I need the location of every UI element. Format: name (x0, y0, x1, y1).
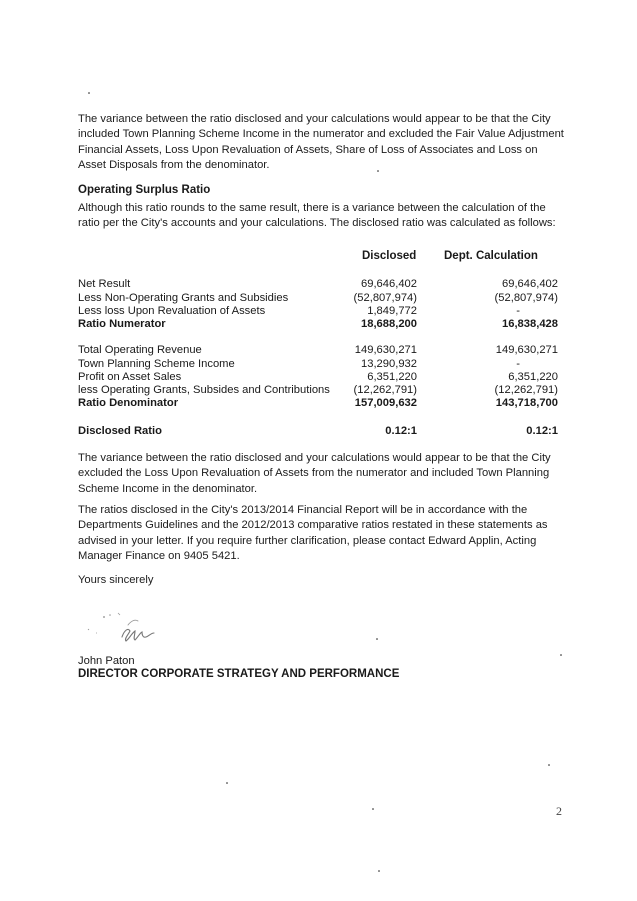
row-label: Ratio Numerator (78, 318, 166, 330)
scan-speck (372, 808, 374, 810)
dept-value: (12,262,791) (494, 384, 558, 396)
dept-value: 16,838,428 (502, 318, 558, 330)
row-label: Less loss Upon Revaluation of Assets (78, 305, 266, 317)
table-row-ratio-numerator (78, 317, 558, 331)
disclosed-value: (12,262,791) (353, 384, 417, 396)
disclosed-value: 149,630,271 (354, 344, 417, 356)
column-header-disclosed: Disclosed (362, 250, 417, 262)
row-label: Total Operating Revenue (78, 344, 202, 356)
scan-speck (378, 870, 380, 872)
dept-value: - (516, 305, 520, 317)
disclosed-value: 13,290,932 (361, 358, 417, 370)
signatory-name: John Paton (78, 655, 135, 667)
dept-value: - (516, 358, 520, 370)
scan-speck (226, 782, 228, 784)
dept-value: 143,718,700 (495, 397, 558, 409)
signature-image (74, 603, 194, 653)
row-label: Profit on Asset Sales (78, 371, 182, 383)
scan-speck (548, 764, 550, 766)
section-heading: Operating Surplus Ratio (78, 184, 211, 196)
disclosed-value: 157,009,632 (354, 397, 417, 409)
row-label: Disclosed Ratio (78, 425, 162, 437)
disclosed-value: 69,646,402 (361, 278, 417, 290)
disclosed-value: 1,849,772 (367, 305, 417, 317)
table-row (78, 343, 558, 357)
dept-value: 6,351,220 (508, 371, 558, 383)
disclosed-value: (52,807,974) (353, 292, 417, 304)
scan-speck (376, 638, 378, 640)
closing-salutation: Yours sincerely (78, 574, 154, 586)
scan-speck (88, 92, 90, 94)
table-row-ratio-denominator (78, 396, 558, 410)
table-row (78, 370, 558, 384)
table-row-disclosed-ratio (78, 424, 558, 438)
table-row (78, 291, 558, 305)
disclosed-value: 18,688,200 (361, 318, 417, 330)
paragraph-variance-2: The variance between the ratio disclosed and your calculations would appear to be that the City excluded the Loss Upon Revaluation of Assets from the numerator and included Town Planning Scheme Income in the denominator. (78, 452, 551, 495)
table-row (78, 357, 558, 371)
paragraph-operating-surplus: Although this ratio rounds to the same result, there is a variance between the calculation of the ratio per the City's accounts and your calculations. The disclosed ratio was calculated as follows: (78, 202, 556, 230)
row-label: Ratio Denominator (78, 397, 179, 409)
row-label: Net Result (78, 278, 131, 290)
dept-value: 69,646,402 (502, 278, 558, 290)
paragraph-financial-report: The ratios disclosed in the City's 2013/2014 Financial Report will be in accordance with the Departments Guidelines and the 2012/2013 comparative ratios restated in these statements as advised in your letter. If you require further clarification, please contact Edward Applin, Acting Manager Finance on 9405 5421. (78, 504, 548, 563)
scan-speck (377, 170, 379, 172)
table-row (78, 383, 558, 397)
table-row (78, 277, 558, 291)
row-label: Town Planning Scheme Income (78, 358, 235, 370)
row-label: Less Non-Operating Grants and Subsidies (78, 292, 289, 304)
signatory-title: DIRECTOR CORPORATE STRATEGY AND PERFORMANCE (78, 668, 400, 680)
scan-speck (560, 654, 562, 656)
table-row (78, 304, 558, 318)
disclosed-value: 6,351,220 (367, 371, 417, 383)
dept-value: 149,630,271 (495, 344, 558, 356)
disclosed-value: 0.12:1 (385, 425, 417, 437)
dept-value: (52,807,974) (494, 292, 558, 304)
row-label: less Operating Grants, Subsides and Contributions (78, 384, 330, 396)
paragraph-variance-1: The variance between the ratio disclosed and your calculations would appear to be that the City included Town Planning Scheme Income in the numerator and excluded the Fair Value Adjustment Financial Assets, Loss Upon Revaluation of Assets, Share of Loss of Associates and Loss on Asset Disposals from the denominator. (78, 113, 564, 172)
column-header-dept-calculation: Dept. Calculation (444, 250, 538, 262)
page-number: 2 (556, 804, 562, 818)
dept-value: 0.12:1 (526, 425, 558, 437)
